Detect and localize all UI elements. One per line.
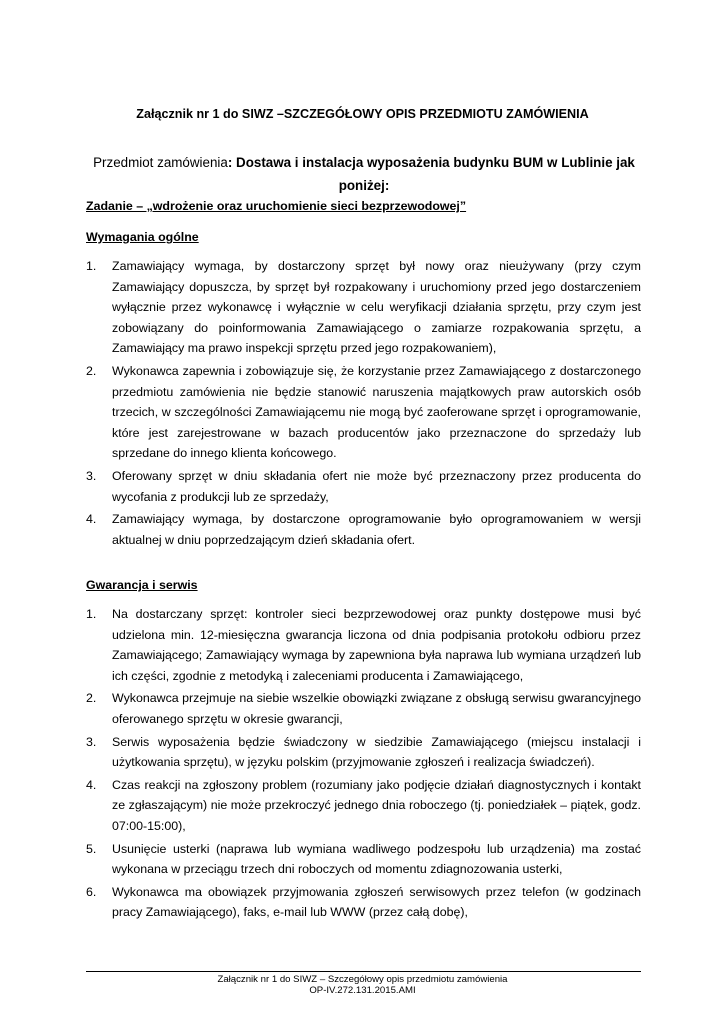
order-subject-bold: : Dostawa i instalacja wyposażenia budynku BUM w Lublinie jak poniżej: [227,155,635,193]
list-item-number: 1. [86,259,97,273]
list-item-number: 6. [86,884,97,899]
task-heading: Zadanie – „wdrożenie oraz uruchomienie sieci bezprzewodowej” [86,199,467,213]
list-item-text: Zamawiający wymaga, by dostarczone oprogramowanie było oprogramowaniem w wersji aktualnej w dniu poprzedzającym dzień składania ofert. [112,512,641,547]
list-item-number: 3. [86,468,97,483]
footer-divider [86,971,641,972]
list-item [86,466,641,507]
list-item [86,256,641,359]
list-item-text: Usunięcie usterki (naprawa lub wymiana wadliwego podzespołu lub urządzenia) ma zostać wykonana w przeciągu trzech dni roboczych od momentu zdiagnozowania usterki, [112,841,641,877]
list-item-text: Zamawiający wymaga, by dostarczony sprzęt był nowy oraz nieużywany (przy czym Zamawiający dopuszcza, by sprzęt był rozpakowany i uruchomiony przed jego dostarczeniem wyłącznie przez wykonawcę i wyłącznie w celu weryfikacji działania sprzętu, przy czym jest zobowiązany do poinformowania Zamawiającego o zamiarze rozpakowania sprzętu, a Zamawiający ma prawo inspekcji sprzętu przed jego rozpakowaniem), [112,259,641,356]
list-item-text: Wykonawca zapewnia i zobowiązuje się, że korzystanie przez Zamawiającego z dostarczonego przedmiotu zamówienia nie będzie stanowić naruszenia majątkowych praw autorskich osób trzecich, w szczególności Zamawiającemu nie mogą być zaoferowane sprzęt i oprogramowanie, które jest zarejestrowane w bazach producentów jako przeznaczone do sprzedaży lub sprzedane do innego klienta końcowego. [112,363,641,461]
general-requirements-heading: Wymagania ogólne [86,230,199,244]
list-item-text: Wykonawca ma obowiązek przyjmowania zgłoszeń serwisowych przez telefon (w godzinach pracy Zamawiającego), faks, e-mail lub WWW (przez całą dobę), [112,884,641,920]
list-item-text: Na dostarczany sprzęt: kontroler sieci bezprzewodowej oraz punkty dostępowe musi być udzielona min. 12-miesięczna gwarancja liczona od dnia podpisania protokołu odbioru przez Zamawiającego; Zamawiający wymaga by zapewniona była naprawa lub wymiana urządzeń lub ich części, zgodnie z metodyką i zaleceniami producenta i Zamawiającego, [112,607,641,683]
list-item-text: Wykonawca przejmuje na siebie wszelkie obowiązki związane z obsługą serwisu gwarancyjnego oferowanego sprzętu w okresie gwarancji, [112,691,641,726]
warranty-service-heading: Gwarancja i serwis [86,578,198,592]
order-subject [84,151,644,197]
list-item-number: 4. [86,777,97,792]
list-item-number: 5. [86,841,97,856]
list-item-text: Czas reakcji na zgłoszony problem (rozumiany jako podjęcie działań diagnostycznych i kontakt ze zgłaszającym) nie może przekroczyć jednego dnia roboczego (tj. poniedziałek – piątek, godz. 07:00-15:00), [112,777,641,833]
order-subject-prefix: Przedmiot zamówienia [93,155,228,170]
list-item-text: Serwis wyposażenia będzie świadczony w siedzibie Zamawiającego (miejscu instalacji i użytkowania sprzętu), w języku polskim (przyjmowanie zgłoszeń i realizacja świadczeń). [112,734,641,770]
list-item [86,732,641,773]
document-title: Załącznik nr 1 do SIWZ –SZCZEGÓŁOWY OPIS PRZEDMIOTU ZAMÓWIENIA [136,107,589,121]
list-item-number: 2. [86,363,97,378]
general-requirements-list [86,256,641,552]
footer-reference: OP-IV.272.131.2015.AMI [309,985,416,996]
list-item [86,509,641,550]
list-item [86,688,641,729]
list-item-number: 2. [86,691,97,706]
list-item-number: 4. [86,512,97,527]
warranty-service-list [86,604,641,925]
list-item-number: 3. [86,734,97,749]
list-item [86,882,641,923]
list-item-text: Oferowany sprzęt w dniu składania ofert nie może być przeznaczony przez producenta do wycofania z produkcji lub ze sprzedaży, [112,468,641,504]
list-item [86,604,641,686]
page-footer [0,974,725,996]
list-item [86,839,641,880]
list-item [86,361,641,464]
list-item [86,775,641,837]
list-item-number: 1. [86,607,97,621]
footer-title: Załącznik nr 1 do SIWZ – Szczegółowy opis przedmiotu zamówienia [217,974,508,985]
